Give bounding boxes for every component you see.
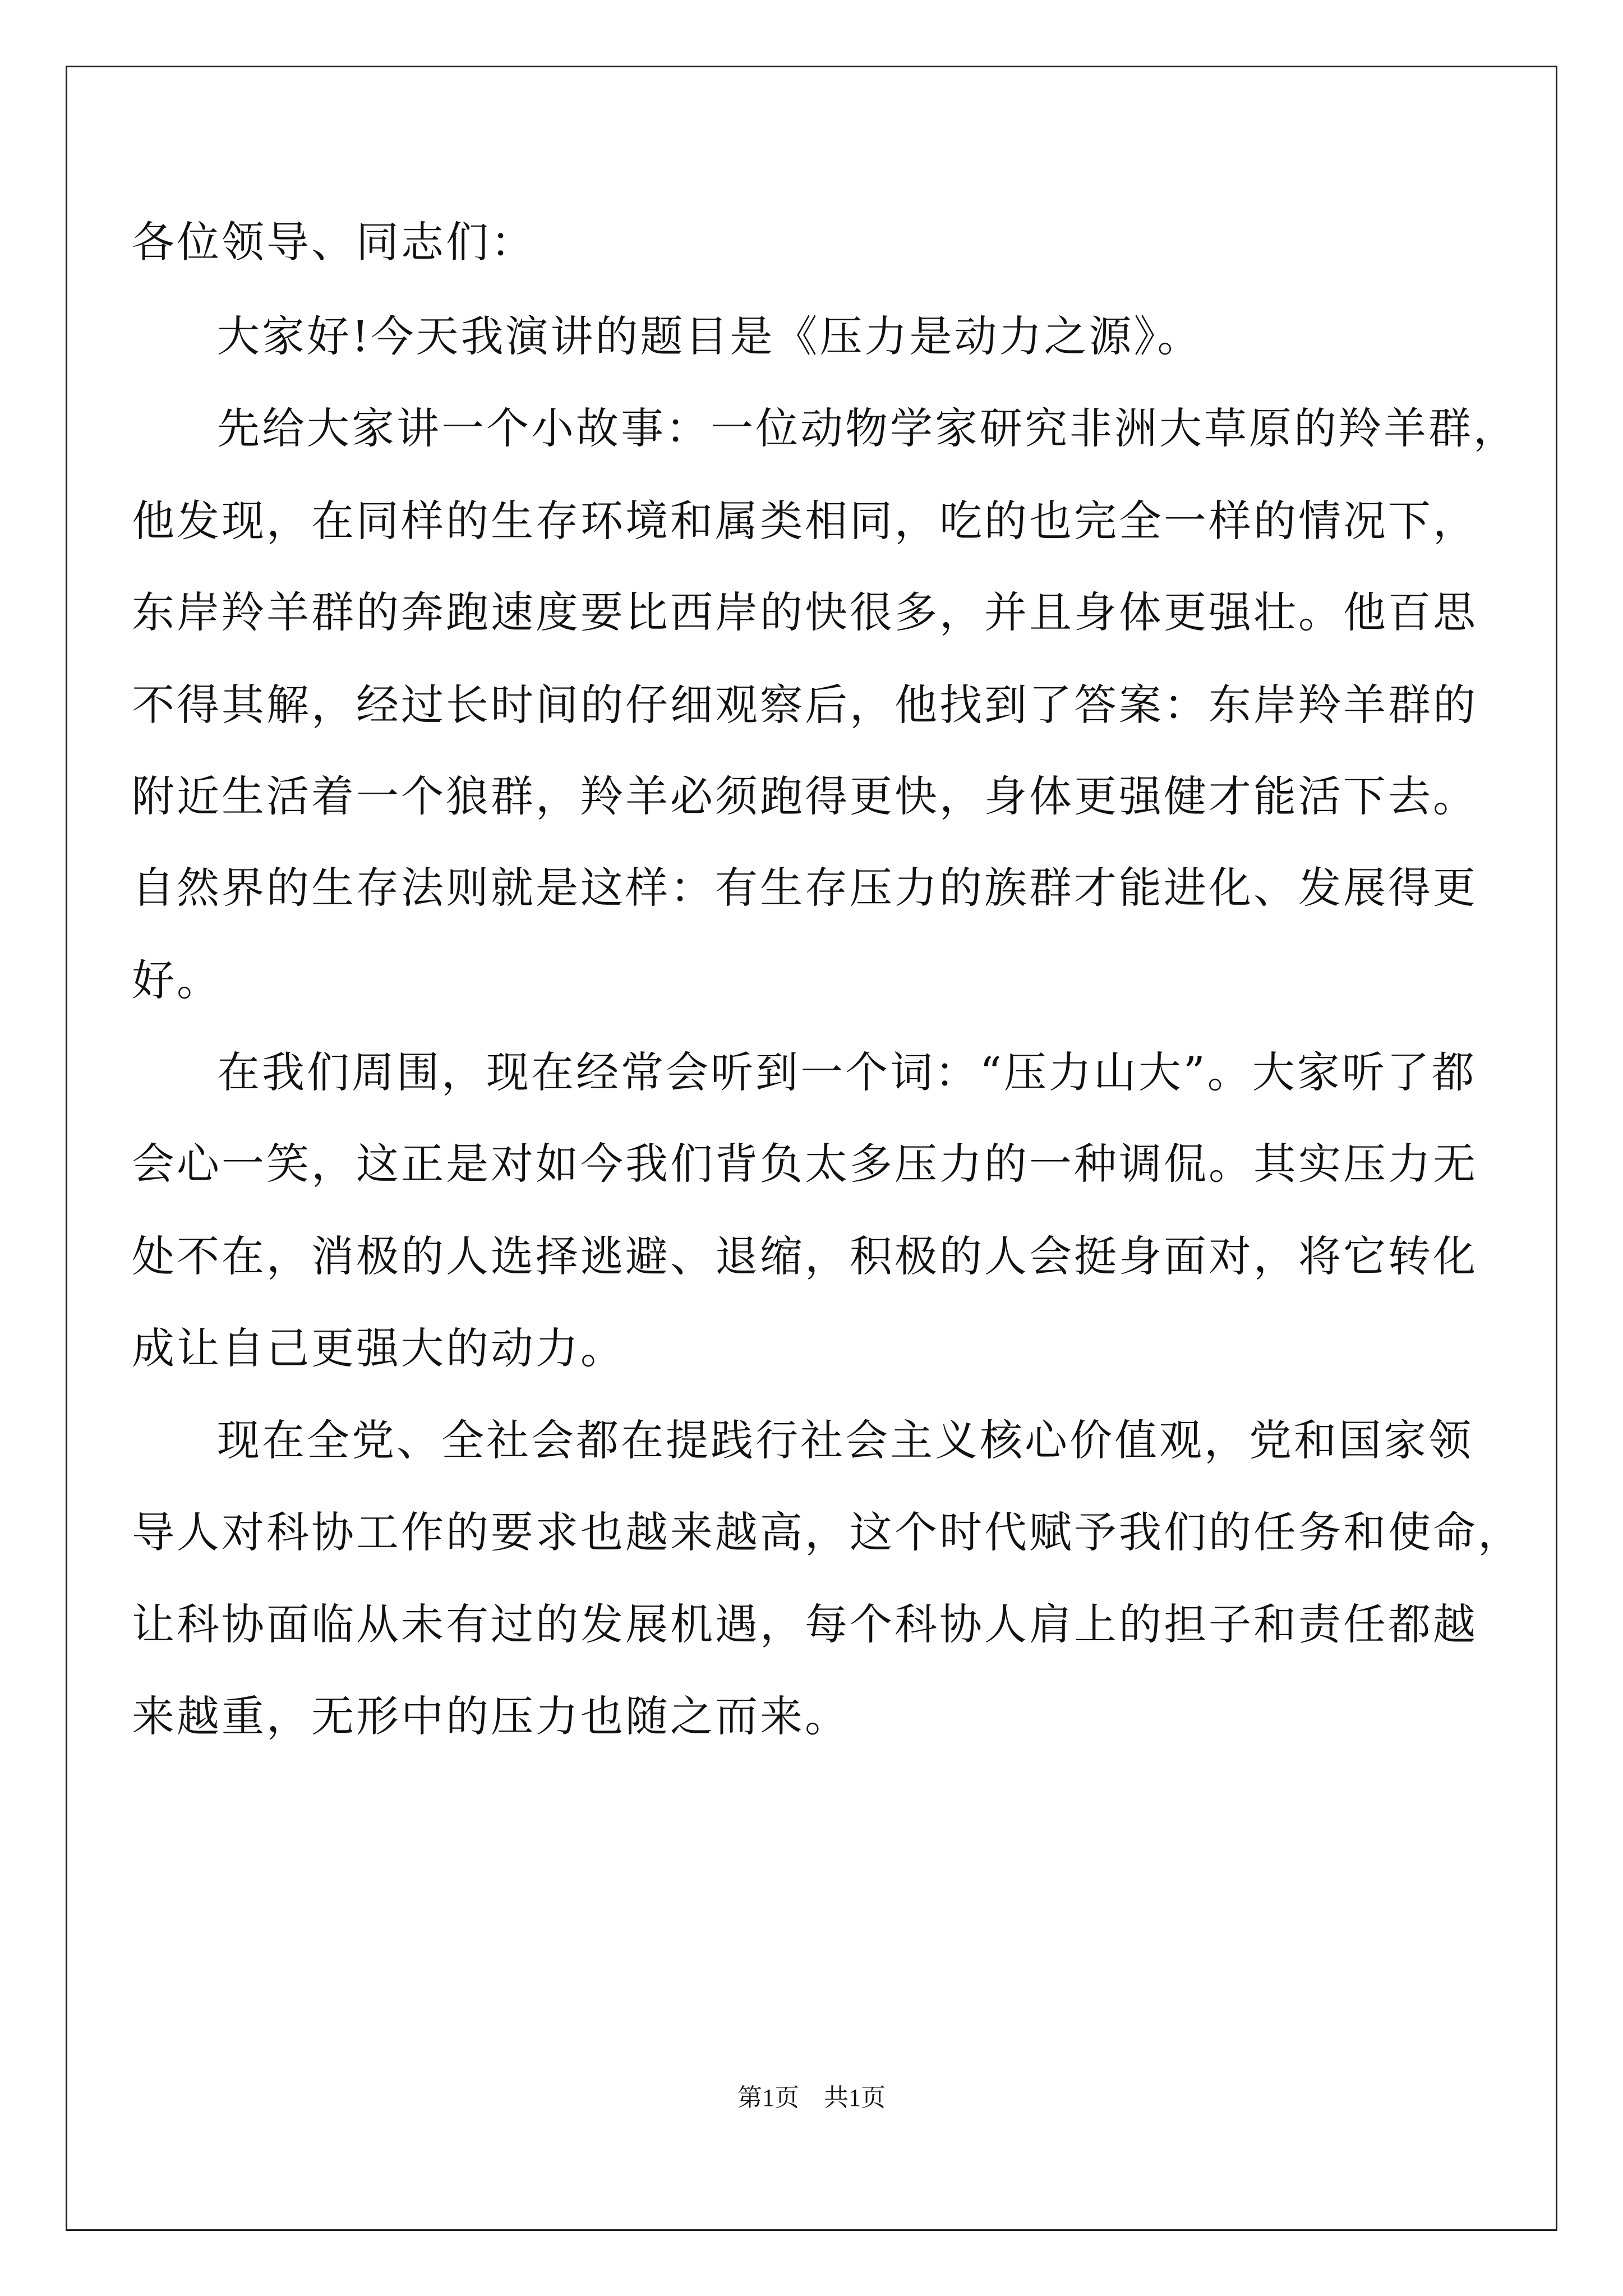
paragraph-line: 先给大家讲一个小故事：一位动物学家研究非洲大草原的羚羊群， <box>217 403 1518 453</box>
paragraph-line: 成让自己更强大的动力。 <box>132 1323 625 1373</box>
paragraph-line: 他发现，在同样的生存环境和属类相同，吃的也完全一样的情况下， <box>132 496 1478 546</box>
paragraph-line: 自然界的生存法则就是这样：有生存压力的族群才能进化、发展得更 <box>132 863 1478 913</box>
page-footer: 第1页 共1页 <box>737 2084 886 2111</box>
paragraph-line: 在我们周围，现在经常会听到一个词：“压力山大”。大家听了都 <box>217 1047 1477 1097</box>
paragraph-line: 会心一笑，这正是对如今我们背负太多压力的一种调侃。其实压力无 <box>132 1139 1478 1189</box>
paragraph-line: 不得其解，经过长时间的仔细观察后，他找到了答案：东岸羚羊群的 <box>132 680 1478 730</box>
paragraph-line: 让科协面临从未有过的发展机遇，每个科协人肩上的担子和责任都越 <box>132 1599 1478 1649</box>
paragraph-line: 处不在，消极的人选择逃避、退缩，积极的人会挺身面对，将它转化 <box>132 1231 1478 1281</box>
paragraph-line: 来越重，无形中的压力也随之而来。 <box>132 1691 850 1741</box>
paragraph-line: 现在全党、全社会都在提践行社会主义核心价值观，党和国家领 <box>217 1415 1473 1465</box>
paragraph-line: 附近生活着一个狼群，羚羊必须跑得更快，身体更强健才能活下去。 <box>132 771 1478 821</box>
paragraph-line: 东岸羚羊群的奔跑速度要比西岸的快很多，并且身体更强壮。他百思 <box>132 587 1478 637</box>
salutation-line: 各位领导、同志们： <box>132 217 536 267</box>
paragraph-line: 大家好!今天我演讲的题目是《压力是动力之源》。 <box>217 311 1202 361</box>
paragraph-line: 导人对科协工作的要求也越来越高，这个时代赋予我们的任务和使命， <box>132 1507 1523 1557</box>
paragraph-line: 好。 <box>132 955 222 1005</box>
